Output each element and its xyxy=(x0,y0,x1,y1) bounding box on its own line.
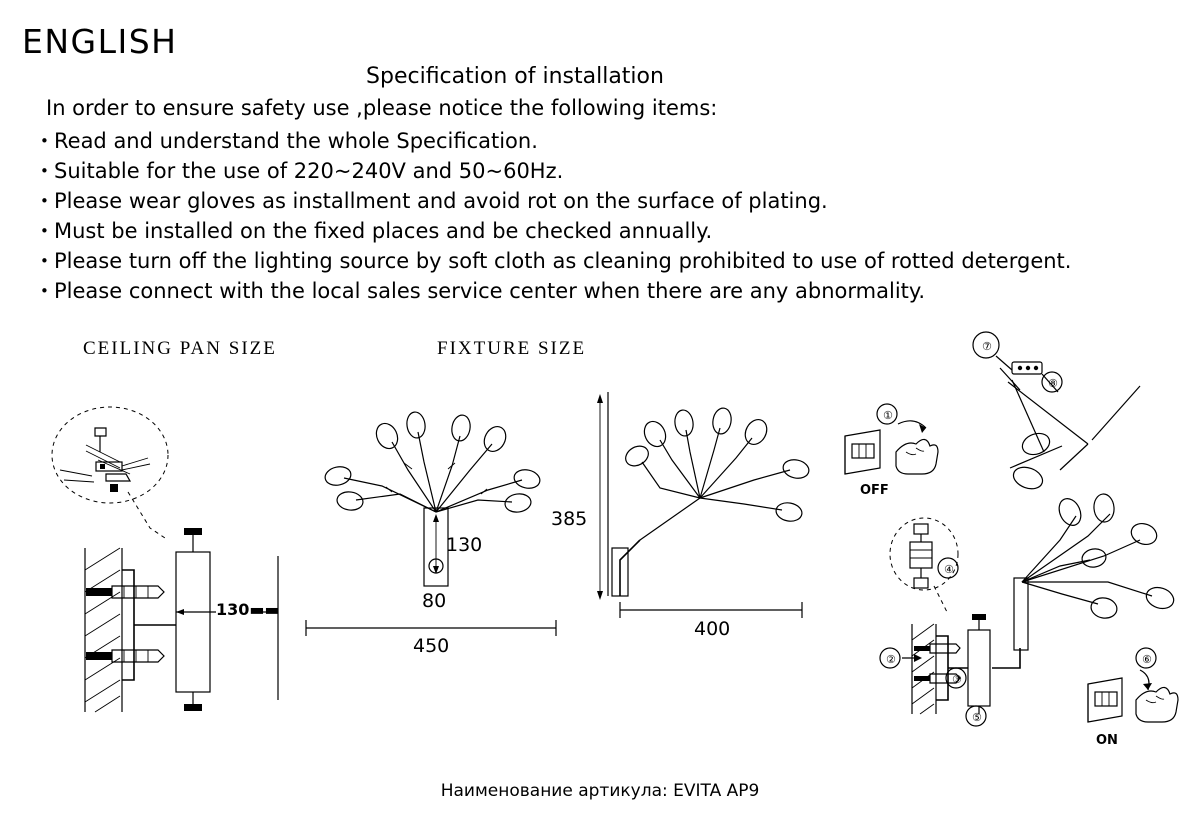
ceiling-pan-width-dimension: 130▬▬ xyxy=(216,600,280,619)
list-item-label: Please wear gloves as installment and avoid rot on the surface of plating. xyxy=(54,189,828,213)
ceiling-pan-wall-mount xyxy=(85,528,278,712)
step-2-number: ② xyxy=(886,653,896,666)
list-item xyxy=(40,186,1200,216)
step-4-number: ④ xyxy=(944,563,954,576)
wall-screw xyxy=(86,586,164,598)
list-item xyxy=(40,156,1200,186)
bullet-marker-icon: • xyxy=(40,192,49,210)
step-7-number: ⑦ xyxy=(982,340,992,353)
language-title: ENGLISH xyxy=(22,22,178,61)
intro-text: In order to ensure safety use ,please notice the following items: xyxy=(46,96,718,120)
list-item xyxy=(40,126,1200,156)
step-6-switch-on xyxy=(1088,648,1178,722)
fixture-size-heading: FIXTURE SIZE xyxy=(437,338,587,359)
list-item-label: Must be installed on the fixed places and be checked annually. xyxy=(54,219,713,243)
switch-on-label: ON xyxy=(1096,733,1118,748)
list-item-label: Suitable for the use of 220~240V and 50~60Hz. xyxy=(54,159,564,183)
ceiling-pan-size-heading: CEILING PAN SIZE xyxy=(83,338,277,359)
bullet-marker-icon: • xyxy=(40,282,49,300)
specification-title: Specification of installation xyxy=(366,64,664,89)
list-item-label: Read and understand the whole Specification. xyxy=(54,129,538,153)
fixture-side-view xyxy=(597,392,811,618)
step-7-connector-detail xyxy=(973,332,1140,493)
step-1-number: ① xyxy=(883,409,893,422)
step-3-number: ③ xyxy=(952,673,962,686)
fixture-projection-dimension: 400 xyxy=(694,618,731,640)
step-2-3-5-wall-install xyxy=(880,614,990,726)
bullet-marker-icon: • xyxy=(40,132,49,150)
fixture-plate-height-dimension: 130 xyxy=(446,534,483,556)
step-5-number: ⑤ xyxy=(972,711,982,724)
switch-off-label: OFF xyxy=(860,483,889,498)
assembled-lamp-view xyxy=(992,493,1176,668)
wall-screw xyxy=(86,650,164,662)
ceiling-pan-detail-bubble xyxy=(52,407,168,540)
fixture-total-height-dimension: 385 xyxy=(551,508,588,530)
list-item-label: Please turn off the lighting source by soft cloth as cleaning prohibited to use of rotted detergent. xyxy=(54,249,1072,273)
list-item xyxy=(40,216,1200,246)
list-item-label: Please connect with the local sales service center when there are any abnormality. xyxy=(54,279,925,303)
bullet-marker-icon: • xyxy=(40,252,49,270)
step-1-switch-off xyxy=(845,404,938,474)
safety-bullet-list xyxy=(40,126,1200,306)
list-item xyxy=(40,246,1200,276)
bullet-marker-icon: • xyxy=(40,162,49,180)
step-4-detail-bubble xyxy=(890,518,958,614)
bullet-marker-icon: • xyxy=(40,222,49,240)
fixture-total-width-dimension: 450 xyxy=(413,635,450,657)
fixture-plate-width-dimension: 80 xyxy=(422,590,447,612)
list-item xyxy=(40,276,1200,306)
step-8-number: ⑧ xyxy=(1048,377,1058,390)
step-6-number: ⑥ xyxy=(1142,653,1152,666)
article-name-footer: Наименование артикула: EVITA AP9 xyxy=(440,781,760,801)
